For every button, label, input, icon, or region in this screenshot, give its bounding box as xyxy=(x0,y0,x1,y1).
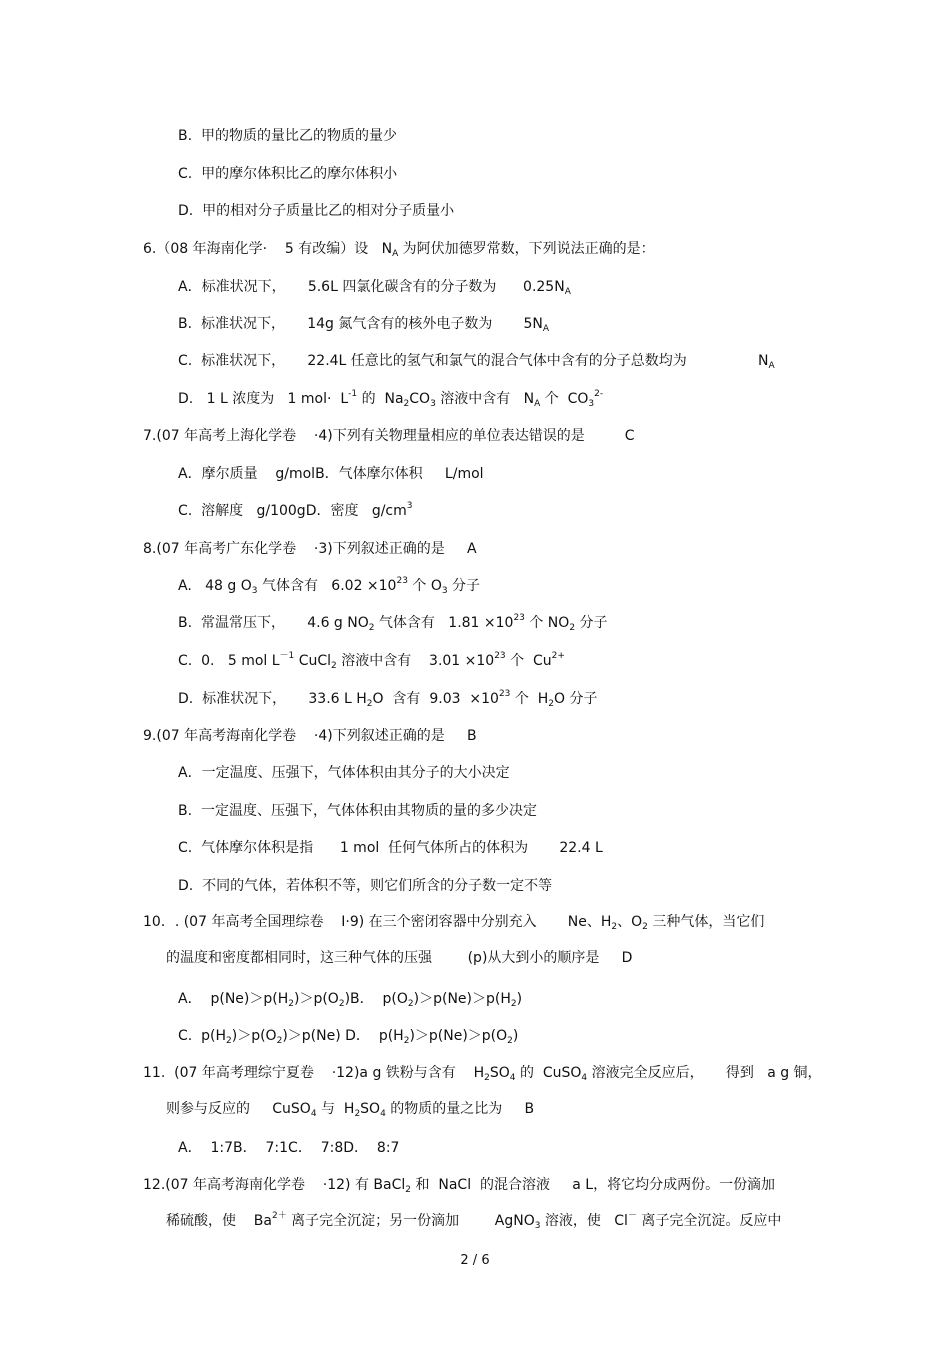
question-7-options-line2: C. 溶解度 g/100gD．密度 $g/cm^3$ xyxy=(178,501,413,519)
question-9-option-b: B. 一定温度、压强下，气体体积由其物质的量的多少决定 xyxy=(178,803,537,819)
question-9-option-c: C. 气体摩尔体积是指 1 mol 任何气体所占的体积为 22.4 L xyxy=(178,840,603,856)
question-10-stem-line2: 的温度和密度都相同时，这三种气体的压强 (p)从大到小的顺序是 D xyxy=(166,950,633,966)
question-9-option-d: D. 不同的气体，若体积不等，则它们所含的分子数一定不等 xyxy=(178,878,553,894)
question-7-options-line1: A．摩尔质量 g/molB．气体摩尔体积 L/mol xyxy=(178,466,484,482)
question-10-stem: 10．. (07 年高考全国理综卷 Ⅰ·9) 在三个密闭容器中分别充入 Ne、$H_2$、$O_2$ 三种气体，当它们 xyxy=(143,914,765,932)
question-12-stem: 12.(07 年高考海南化学卷 ·12) 有 BaCl$_2$ 和 NaCl 的混合溶液 a L，将它均分成两份。一份滴加 xyxy=(143,1177,776,1195)
question-10-options-line1: A． $p(Ne)>p(H_2)>p(O_2)B$． $p(O_2)>p(Ne)>p(H_2)$ xyxy=(178,991,523,1009)
question-11-options: A． 1:7B． 7:1C． 7:8D． 8:7 xyxy=(178,1140,400,1156)
question-11-stem: 11. (07 年高考理综宁夏卷 ·12)a g 铁粉与含有 $H_2SO_4$ 的 CuSO$_4$ 溶液完全反应后， 得到 a g 铜， xyxy=(143,1065,822,1083)
question-11-stem-line2: 则参与反应的 CuSO$_4$ 与 $H_2SO_4$ 的物质的量之比为 B xyxy=(166,1101,535,1119)
question-8-option-c: C. 0. 5 mol $L^{-1}$ CuCl$_2$ 溶液中含有 $3.01 \times 10^{23}$ 个 $Cu^{2+}$ xyxy=(178,651,565,671)
question-9-stem: 9.(07 年高考海南化学卷 ·4)下列叙述正确的是 B xyxy=(143,728,477,744)
question-10-options-line2: C. $p(H_2)>p(O_2)>p(Ne)$ D． $p(H_2)>p(Ne)>p(O_2)$ xyxy=(178,1028,519,1046)
option-b-text: B. 甲的物质的量比乙的物质的量少 xyxy=(178,128,397,144)
question-8-option-a: A. 48 g $O_3$ 气体含有 $6.02 \times 10^{23}$ 个 $O_3$ 分子 xyxy=(178,576,481,596)
question-7-stem: 7.(07 年高考上海化学卷 ·4)下列有关物理量相应的单位表达错误的是 C xyxy=(143,428,635,444)
question-6-option-a: A．标准状况下， 5.6L 四氯化碳含有的分子数为 $0.25N_A$ xyxy=(178,279,571,297)
question-6-stem: 6.（08 年海南化学· 5 有改编）设 $N_A$ 为阿伏加德罗常数，下列说法正确的是： xyxy=(143,241,655,259)
option-d-text: D. 甲的相对分子质量比乙的相对分子质量小 xyxy=(178,203,455,219)
question-6-option-d: D. 1 L 浓度为 1 $mol\cdot L^{-1}$ 的 $Na_2CO_3$ 溶液中含有 $N_A$ 个 $CO_3^{2-}$ xyxy=(178,389,604,409)
question-12-stem-line2: 稀硫酸，使 $Ba^{2+}$ 离子完全沉淀；另一份滴加 AgNO$_3$ 溶液，使 Cl－ 离子完全沉淀。反应中 xyxy=(166,1211,782,1231)
question-8-option-b: B. 常温常压下， 4.6 g $NO_2$ 气体含有 $1.81 \times 10^{23}$ 个 $NO_2$ 分子 xyxy=(178,613,608,633)
question-6-option-b: B. 标准状况下， 14g 氮气含有的核外电子数为 $5N_A$ xyxy=(178,316,550,334)
question-8-stem: 8.(07 年高考广东化学卷 ·3)下列叙述正确的是 A xyxy=(143,541,477,557)
option-c-text: C. 甲的摩尔体积比乙的摩尔体积小 xyxy=(178,166,398,182)
question-8-option-d: D. 标准状况下， 33.6 L $H_2O$ 含有 $9.03 \times 10^{23}$ 个 $H_2O$ 分子 xyxy=(178,689,598,709)
question-9-option-a: A．一定温度、压强下，气体体积由其分子的大小决定 xyxy=(178,765,510,781)
page-number: 2 / 6 xyxy=(460,1253,490,1268)
question-6-option-c-tail: $N_A$ xyxy=(758,353,775,371)
question-6-option-c: C. 标准状况下， 22.4L 任意比的氢气和氯气的混合气体中含有的分子总数均为 $N_A$ xyxy=(178,353,775,371)
